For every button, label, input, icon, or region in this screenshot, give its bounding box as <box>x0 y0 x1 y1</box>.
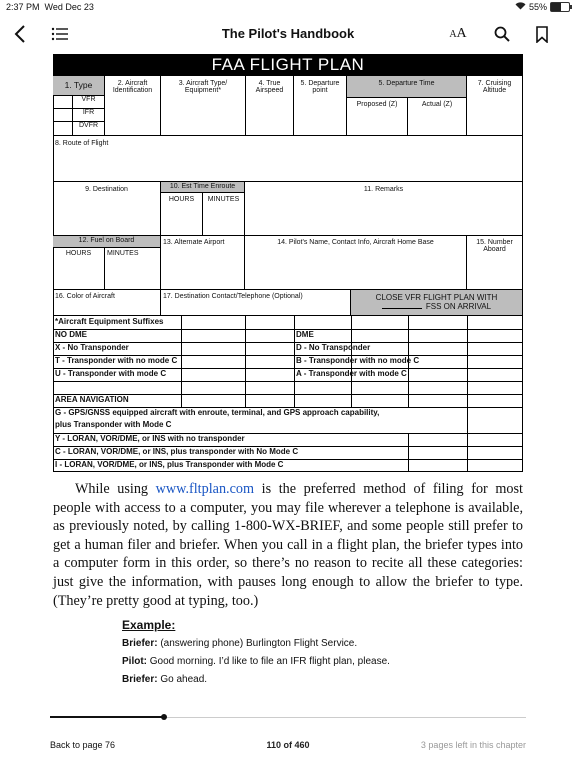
search-icon <box>494 26 510 42</box>
c4-line2: Airspeed <box>255 87 284 94</box>
suffix-t: T - Transponder with no mode C <box>55 356 178 365</box>
status-right <box>515 2 570 12</box>
area-nav-heading: AREA NAVIGATION <box>55 395 129 404</box>
color-label: 16. Color of Aircraft <box>55 293 115 300</box>
status-date: Wed Dec 23 <box>44 2 94 12</box>
est-label: 10. Est Time Enroute <box>169 183 236 190</box>
no-dme-heading: NO DME <box>55 330 87 339</box>
alt-airport-label: 13. Alternate Airport <box>163 239 225 246</box>
departure-point-cell <box>294 76 347 136</box>
fuel-hours: HOURS <box>65 250 92 257</box>
c7-line2: Altitude <box>482 87 507 94</box>
suffix-b: B - Transponder with no mode C <box>296 356 420 365</box>
type-dvfr: DVFR <box>78 122 99 129</box>
number-aboard-cell <box>467 236 523 290</box>
c2-line2: Identification <box>112 87 153 94</box>
page-number: 110 of 460 <box>266 740 310 750</box>
form-title: FAA FLIGHT PLAN <box>53 54 523 76</box>
speaker-2: Pilot: <box>122 656 147 667</box>
battery-icon <box>550 2 570 12</box>
route-label: 8. Route of Flight <box>55 140 109 147</box>
book-title: The Pilot's Handbook <box>221 26 355 41</box>
flight-plan-form <box>53 54 523 472</box>
close-line2: FSS ON ARRIVAL <box>425 302 492 311</box>
speaker-1: Briefer: <box>122 638 158 649</box>
fltplan-link[interactable]: www.fltplan.com <box>155 481 255 497</box>
est-hours: HOURS <box>168 196 195 203</box>
est-time-header <box>161 182 245 193</box>
status-time: 2:37 PM <box>6 2 40 12</box>
speaker-3: Briefer: <box>122 674 158 685</box>
progress-fill <box>50 716 164 718</box>
example-line-2 <box>122 656 390 667</box>
c5-line2: point <box>312 87 328 94</box>
aboard-line2: Aboard <box>483 246 506 253</box>
reader-toolbar <box>0 16 576 52</box>
c2-line1: 2. Aircraft <box>117 80 148 87</box>
aircraft-type-cell <box>161 76 246 136</box>
fuel-label: 12. Fuel on Board <box>78 237 135 244</box>
c4-line1: 4. True <box>258 80 281 87</box>
aboard-line1: 15. Number <box>476 239 513 246</box>
example-line-1 <box>122 638 357 649</box>
cruising-altitude-cell <box>467 76 523 136</box>
scrubber-handle[interactable] <box>161 714 167 720</box>
fuel-header <box>53 236 161 248</box>
status-bar <box>0 0 576 16</box>
font-size-small-a: A <box>449 28 457 40</box>
alternate-airport-cell <box>161 236 245 290</box>
suffix-a: A - Transponder with mode C <box>296 369 407 378</box>
departure-time-header <box>347 76 467 98</box>
contact-cell <box>161 290 351 316</box>
fuel-minutes: MINUTES <box>107 250 139 257</box>
dme-heading: DME <box>296 330 314 339</box>
destination-cell <box>53 182 161 236</box>
c3-line2: Equipment* <box>184 87 222 94</box>
est-minutes: MINUTES <box>207 196 240 203</box>
proposed-label: Proposed (Z) <box>356 101 398 108</box>
c5-line1: 5. Departure <box>300 80 340 87</box>
type-vfr: VFR <box>81 96 96 103</box>
pilot-label: 14. Pilot's Name, Contact Info, Aircraft Home Base <box>277 239 434 246</box>
example-line-3 <box>122 674 207 685</box>
pilot-cell <box>245 236 467 290</box>
suffix-c: C - LORAN, VOR/DME, or INS, plus transponder with No Mode C <box>55 447 299 456</box>
actual-label: Actual (Z) <box>421 101 453 108</box>
para-rest: is the preferred method of filing for most people with access to a computer, you may file wherever a telephone is available, as previously noted, by calling 1-800-WX-BRIEF, and some people still prefer to get a human filer and briefer. When you call in a flight plan, the briefer types into a computer form in this order, so there’s no reason to recite all these categories: just give the information, with pauses long enough to allow the briefer to type. (They’re pretty good at typing, too.) <box>53 481 523 609</box>
suffix-g: G - GPS/GNSS equipped aircraft with enroute, terminal, and GPS approach capability, <box>55 408 380 417</box>
suffix-title: *Aircraft Equipment Suffixes <box>55 317 164 326</box>
utterance-2: Good morning. I’d like to file an IFR flight plan, please. <box>147 656 390 667</box>
destination-label: 9. Destination <box>85 186 128 193</box>
type-label: 1. Type <box>64 80 93 90</box>
search-button[interactable] <box>490 22 514 46</box>
aircraft-id-cell <box>105 76 161 136</box>
route-cell <box>53 136 523 182</box>
font-size-button[interactable] <box>446 22 470 46</box>
suffix-d: D - No Transponder <box>296 343 371 352</box>
wifi-icon <box>515 2 526 12</box>
body-paragraph <box>53 480 523 610</box>
remarks-label: 11. Remarks <box>363 186 404 193</box>
remarks-cell <box>245 182 523 236</box>
bookmark-button[interactable] <box>530 22 554 46</box>
para-intro: While using <box>75 481 156 497</box>
c7-line1: 7. Cruising <box>477 80 512 87</box>
c3-line1: 3. Aircraft Type/ <box>178 80 228 87</box>
close-vfr-cell <box>351 290 523 316</box>
suffix-i: I - LORAN, VOR/DME, or INS, plus Transponder with Mode C <box>55 460 284 469</box>
contact-label: 17. Destination Contact/Telephone (Optional) <box>163 293 303 300</box>
color-cell <box>53 290 161 316</box>
suffix-u: U - Transponder with mode C <box>55 369 167 378</box>
utterance-1: (answering phone) Burlington Flight Service. <box>157 638 358 649</box>
c6-label: 5. Departure Time <box>378 80 435 87</box>
bookmark-icon <box>536 26 548 43</box>
example-title: Example: <box>122 618 176 632</box>
type-header <box>53 76 105 96</box>
status-time-date <box>6 2 94 12</box>
type-ifr: IFR <box>82 109 95 116</box>
close-line1: CLOSE VFR FLIGHT PLAN WITH <box>375 293 498 302</box>
pages-left: 3 pages left in this chapter <box>420 740 526 750</box>
back-to-page-link[interactable]: Back to page 76 <box>50 740 116 750</box>
suffix-g-cont: plus Transponder with Mode C <box>55 420 172 429</box>
utterance-3: Go ahead. <box>157 674 208 685</box>
battery-percent: 55% <box>528 2 547 12</box>
suffix-y: Y - LORAN, VOR/DME, or INS with no transponder <box>55 434 245 443</box>
font-size-large-a: A <box>456 26 467 41</box>
page-scrubber[interactable] <box>50 717 526 718</box>
suffix-x: X - No Transponder <box>55 343 129 352</box>
airspeed-cell <box>246 76 294 136</box>
